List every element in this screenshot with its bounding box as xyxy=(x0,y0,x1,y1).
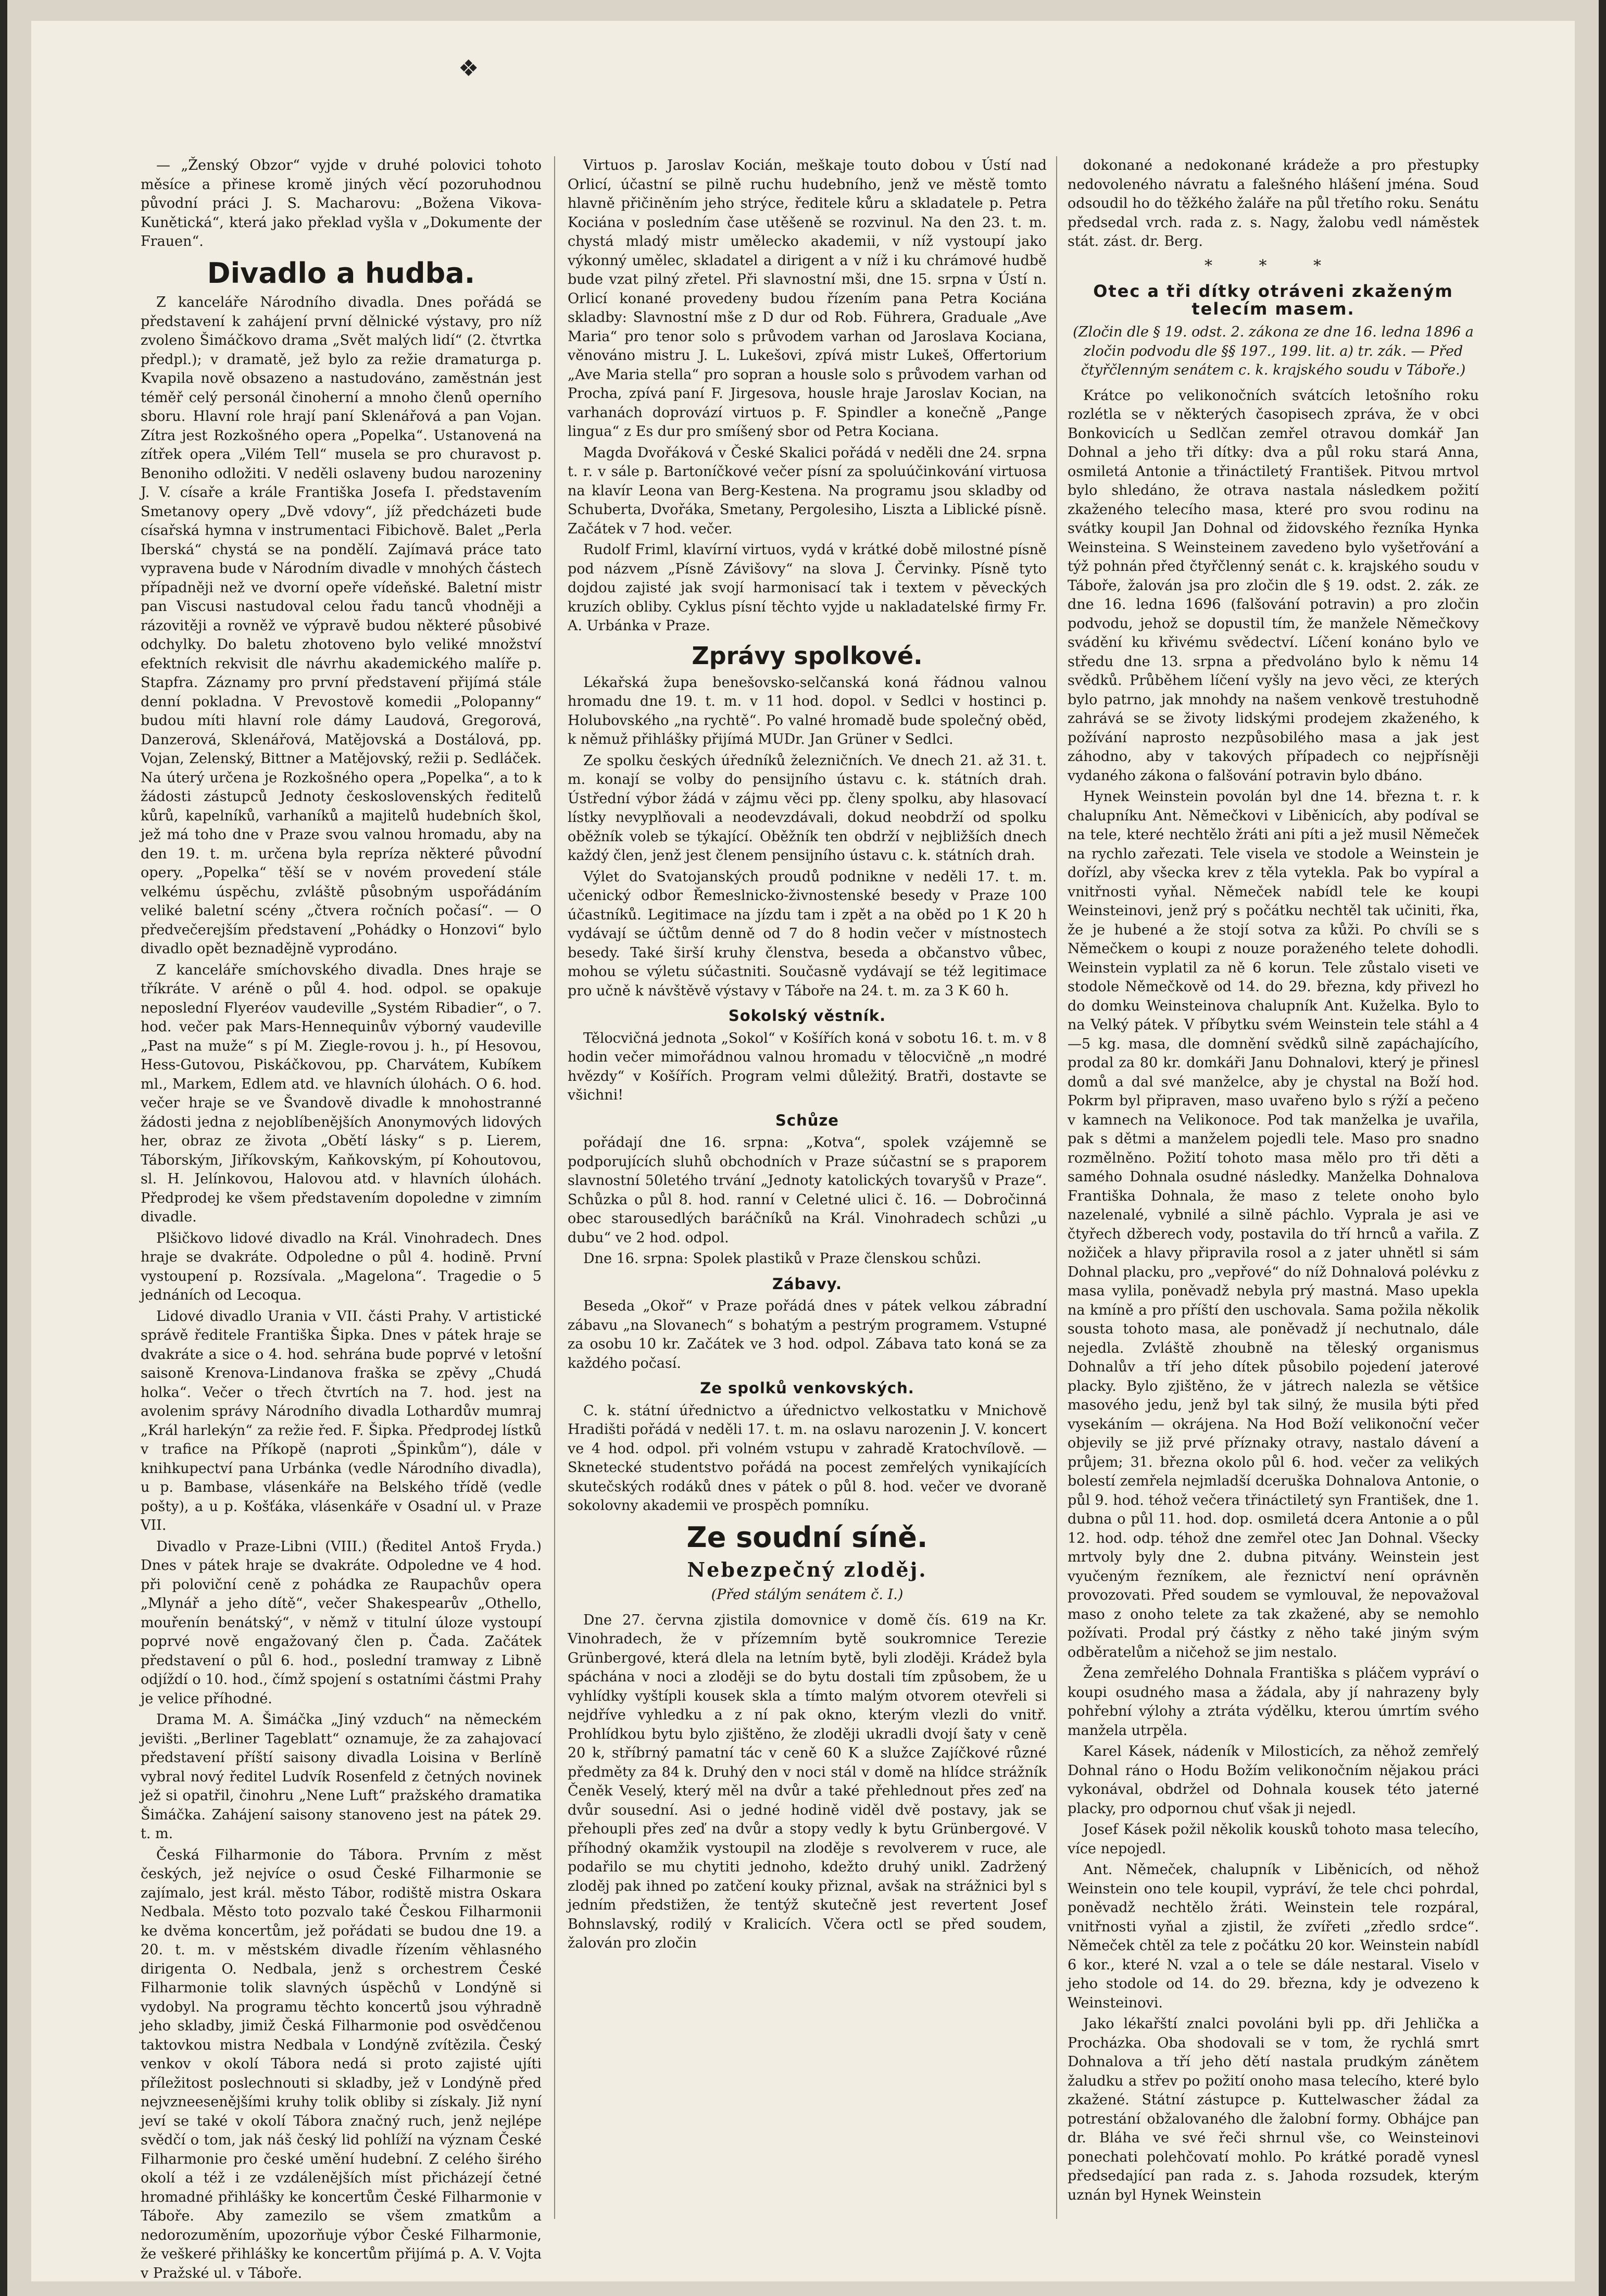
section-heading-divadlo: Divadlo a hudba. xyxy=(207,256,475,290)
article-otrava-zena: Žena zemřelého Dohnala Františka s pláčem vypráví o koupi osudného masa a žádala, aby jí nahrazeny byly pohřební výlohy a ztráta výdělku, kterou úmrtím svého manžela utrpěla. xyxy=(1068,1665,1479,1739)
court-note: (Před stálým senátem č. I.) xyxy=(711,1587,904,1603)
article-dvorakova: Magda Dvořáková v České Skalici pořádá v neděli dne 24. srpna t. r. v sále p. Bartoníčkové večer písní za spoluúčinkování virtuosa na klavír Leona van Berg-Kestena. Na programu jsou skladby od Schuberta, Dvořáka, Smetany, Pergolesiho, Liszta a Liblické písně. Začátek v 7 hod. večer. xyxy=(568,444,1047,537)
page-mark-symbol: ❖ xyxy=(458,55,479,82)
article-otrava-nemecek: Ant. Němeček, chalupník v Liběnicích, od něhož Weinstein ono tele koupil, vypráví, že tele chci pohrdal, poněvadž nechtělo žráti. Weinstein tele rozpáral, vnitřnosti vyňal a zjistil, že zvířeti „zředlo srdce“. Němeček chtěl za tele z počátku 20 kor. Weinstein nabídl 6 kor., které N. vzal a o tele se dále nestaral. Viselo v jeho stodole od 14. do 29. března, kdy je odvezeno k Weinsteinovi. xyxy=(1068,1862,1479,2011)
article-friml: Rudolf Friml, klavírní virtuos, vydá v krátké době milostné písně pod názvem „Písně Závišovy“ na slova J. Červinky. Písně tyto dojdou zajisté jak svojí harmonisací tak i textem v pěveckých kruzích obliby. Cyklus písní těchto vyjde u nakladatelské firmy Fr. A. Urbánka v Praze. xyxy=(568,542,1047,634)
article-jiny-vzduch: Drama M. A. Šimáčka „Jiný vzduch“ na německém jevišti. „Berliner Tageblatt“ oznamuje, že za zahajovací představení příští saisony divadla Loisina v Berlíně vybral nový ředitel Ludvík Rosenfeld z četných novinek jež si opatřil, činohru „Nene Luft“ pražského dramatika Šimáčka. Zahájení saisony stanoveno jest na pátek 29. t. m. xyxy=(141,1712,542,1842)
section-heading-schuze: Schůze xyxy=(775,1111,839,1129)
scan-edge-right xyxy=(1599,0,1606,2296)
article-schuze: pořádají dne 16. srpna: „Kotva“, spolek vzájemně se podporujících sluhů obchodních v Praze súčastní se s praporem slavnostní 50letého trvání „Jednoty katolických tovaryšů v Praze“. Schůzka o půl 8. hod. ranní v Celetné ulici č. 16. — Dobročinná obec starousedlých baráčníků na Král. Vinohradech schůzi „u dubu“ ve 2 hod. odpol. xyxy=(568,1134,1047,1246)
article-zeleznicni-urednici: Ze spolku českých úředníků železničních. Ve dnech 21. až 31. t. m. konají se volby do pensijního ústavu c. k. státních drah. Ústřední výbor žádá v zájmu věci pp. členy spolku, aby hlasovací lístky nevyplňovali a neodevzdávali, dokud neobdrží od spolku oběžník voleb se týkající. Oběžník ten obdrží v nejbližších dnech každý člen, jenž jest členem pensijního ústavu c. k. státních drah. xyxy=(568,752,1047,864)
article-title-nebezpecny-zlodej: Nebezpečný zloděj. xyxy=(687,1558,927,1582)
article-otrava-josef-kasek: Josef Kásek požil několik kousků tohoto masa telecího, více nepojedl. xyxy=(1068,1821,1479,1857)
article-title-otec-a-tri-ditky: Otec a tři dítky otráveni zkaženým telecím masem. xyxy=(1093,281,1453,319)
article-sokol-kosire: Tělocvičná jednota „Sokol“ v Košířích koná v sobotu 16. t. m. v 8 hodin večer mimořádnou valnou hromadu v tělocvičně „n modré hvězdy“ v Košířích. Program velmi důležitý. Bratři, dostavte se všichni! xyxy=(568,1030,1047,1104)
separator-stars: * * * xyxy=(1204,256,1342,275)
article-smichovske-divadlo: Z kanceláře smíchovského divadla. Dnes hraje se tříkráte. V aréně o půl 4. hod. odpol. se opakuje neposlední Flyeréov vaudeville „Systém Ribadier“, o 7. hod. večer pak Mars-Hennequinův výborný vaudeville „Past na muže“ s pí M. Ziegle-rovou j. h., pí Hesovou, Hess-Gutovou, Piskáčkovou, pp. Charvátem, Kubíkem ml., Markem, Edlem atd. ve hlavních úlohách. O 6. hod. večer hraje se ve Švandově divadle k mnohostranné žádosti jedna z nejoblíbenějších Anonymových lidových her, obraz ze života „Obětí lásky“ s p. Lierem, Táborským, Jiříkovským, Kaňkovským, pí Kohoutovou, sl. H. Jelínkovou, Halovou atd. v hlavních úlohách. Předprodej ke všem představením dopoledne v zimním divadle. xyxy=(141,962,542,1226)
section-heading-sokolsky-vestnik: Sokolský věstník. xyxy=(728,1007,886,1025)
article-urania: Lidové divadlo Urania v VII. části Prahy. V artistické správě ředitele Františka Šipka. Dnes v pátek hraje se dvakráte a sice o 4. hod. sehrána bude poprvé v letošní saisoně Krenova-Lindanova fraška se zpěvy „Chudá holka“. Večer o třech čtvrtích na 7. hod. jest na avolenim správy Národního divadla Lothardův mumraj „Král harlekýn“ za režie řed. F. Šipka. Předprodej lístků v trafice na Příkopě (naproti „Špinkům“), dále v knihkupectví pana Urbánka (vedle Národního divadla), u p. Bambase, vlásenkáře na Belského třídě (vedle pošty), a u p. Košťáka, vlásenkáře v Osadní ul. v Praze VII. xyxy=(141,1308,542,1534)
article-lekarska-zupa: Lékařská župa benešovsko-selčanská koná řádnou valnou hromadu dne 19. t. m. v 11 hod. dopol. v Sedlci v hostinci p. Holubovského „na rychtě“. Po valné hromadě bude společný oběd, k němuž přihlášky přijímá MUDr. Jan Grüner v Sedlci. xyxy=(568,674,1047,748)
article-otrava-weinstein: Hynek Weinstein povolán byl dne 14. března t. r. k chalupníku Ant. Němečkovi v Liběnicích, aby podíval se na tele, které nechtělo žráti ani píti a jež musil Němeček na rychlo zařezati. Tele visela ve stodole a Weinstein je dořízl, aby všecka krev z těla vytekla. Pak bo vypíral a vnitřnosti vyňal. Němeček nabídl tele ke koupi Weinsteinovi, jenž prý s počátku nechtěl tak učiniti, řka, že je hubené a že stojí sotva za kůži. Po chvíli se s Němečkem o koupi z nouze poraženého telete dohodli. Weinstein vyplatil za ně 6 korun. Tele zůstalo viseti ve stodole Němečkově od 14. do 29. března, kdy přivezl ho do domku Weinsteinova chalupník Ant. Kuželka. Bylo to na Velký pátek. V příbytku svém Weinstein tele stáhl a 4—5 kg. masa, dle domnění svědků silně zapáchajícího, prodal za 80 kr. domkáři Janu Dohnalovi, který je přinesl domů a dal své manželce, aby je chystal na Boží hod. Pokrm byl připraven, maso uvařeno bylo s rýží a pečeno v kamnech na Velikonoce. Pod tak manželka je uvařila, pak s dětmi a manželem pojedli tele. Maso pro snadno rozmělněno. Požití tohoto masa mělo pro tři děti a samého Dohnala osudné následky. Manželka Dohnalova Františka Dohnala, že maso z telete onoho bylo nazelenalé, vybnilé a silně páchlo. Vyprala je asi ve čtyřech džberech vody, postavila do tří hrnců a vařila. Z nožiček a hlavy připravila rosol a z jater uhnětl si sám Dohnal placku, pro „vepřové“ do níž Dohnalová polévku z masa vylila, poněvadž nebyla prý mastná. Maso upekla na kmíně a pro příští den uschovala. Sama požila několik sousta tohoto masa, ale poněvadž jí nechutnalo, dále nejedla. Zvláště zhoubně na těleský organismus Dohnalův a tří jeho dítek působilo pojedení jaterové placky. Bylo zjištěno, že v játrech nalezla se většice masového jedu, jenž byl tak silný, že musila býti před vysekáním — okrájena. Na Hod Boží velikonoční večer objevily se již prvé příznaky otravy, nastalo dávení a průjem; 31. března okolo půl 6. hod. večer za velikých bolestí zemřela nejmladší dceruška Dohnalova Antonie, o půl 9. hod. téhož večera třináctiletý syn František, dne 1. dubna o půl 11. hod. dop. osmiletá dcera Antonie a o půl 12. hod. odp. téhož dne zemřel otec Jan Dohnal. Všecky mrtvoly byly dne 2. dubna pitvány. Weinstein jest vyučeným řezníkem, ale řeznictví není oprávněn provozovati. Před soudem se vymlouval, že nepovažoval maso z onoho telete za tak zkažené, aby se nemohlo požívati. Prodal prý částky z něho také jiným svým odběratelům a ničehož se jim nestalo. xyxy=(1068,789,1479,1661)
column-3 xyxy=(1068,156,1479,2240)
article-divadlo-liben: Divadlo v Praze-Libni (VIII.) (Ředitel Antoš Fryda.) Dnes v pátek hraje se dvakráte. Odpoledne ve 4 hod. při poloviční ceně z pohádka ze Raupachův opera „Mlynář a jeho dítě“, večer Shakespearův „Othello, mouřenín benátský“, v němž v titulní úloze vystoupí poprvé nově engažovaný člen p. Čada. Začátek představení o půl 6. hod., poslední tramway z Libně odjíždí o 10. hod., čímž spojení s ostatními částmi Prahy je velice příhodné. xyxy=(141,1538,542,1707)
article-narodni-divadlo: Z kanceláře Národního divadla. Dnes pořádá se představení k zahájení první dělnické výstavy, pro níž zvoleno Šimáčkovo drama „Svět malých lidí“ (2. čtvrtka předpl.); v dramatě, jež bylo za režie dramaturga p. Kvapila nově obsazeno a nastudováno, zaměstnán jest téměř celý personál činoherní a mnoho členů operního sboru. Hlavní role hrají paní Sklenářová a pan Vojan. Zítra jest Rozkošného opera „Popelka“. Ustanovená na zítřek opera „Vilém Tell“ musela se pro churavost p. Benoniho odložiti. V neděli oslaveny budou narozeniny J. V. císaře a krále Františka Josefa I. představením Smetanovy opery „Dvě vdovy“, jíž předcházeti bude císařská hymna v instrumentaci Fibichově. Balet „Perla Iberská“ chystá se na pondělí. Zajímavá práce tato vypravena bude v Národním divadle v mnohých částech případněji než ve dvorní opeře vídeňské. Baletní mistr pan Viscusi nastudoval celou řadu tanců vhodněji a rázovitěji a rovněž ve výpravě budou některé působivé odchylky. Do baletu zhotoveno bylo veliké množství efektních rekvisit dle návrhu akademického malíře p. Stapfra. Záznamy pro první představení přijímá stále denní pokladna. V Prevostově komedii „Polopanny“ budou míti hlavní role dámy Laudová, Gregorová, Danzerová, Sklenářová, Matějovská a Dostálová, pp. Vojan, Zelenský, Bittner a Matějovský, režii p. Sedláček. Na úterý určena je Rozkošného opera „Popelka“, a to k žádosti zástupců Jednoty československých ředitelů kůrů, kapelníků, varhaníků a majitelů hudebních škol, jež má toho dne v Praze svou valnou hromadu, aby na den 19. t. m. určena byla repríza některé původní opery. „Popelka“ těší se v novém provedení stále velkému úspěchu, zvláště působným uspořádáním veliké baletní scény „čtvera ročních počasí“. — O předvečerejším představení „Pohádky o Honzovi“ bylo divadlo opět beznadějně vyprodáno. xyxy=(141,294,542,957)
column-rule xyxy=(1056,156,1057,2219)
column-2 xyxy=(568,156,1047,2240)
article-otrava-kasek: Karel Kásek, nádeník v Milosticích, za něhož zemřelý Dohnal ráno o Hodu Božím velikonočním nějakou práci vykonával, obdržel od Dohnala kousek této jaterné placky, pro odpornou chuť však ji nejedl. xyxy=(1068,1743,1479,1817)
article-filharmonie-tabor: Česká Filharmonie do Tábora. Prvním z měst českých, jež nejvíce o osud České Filharmonie se zajímalo, jest král. město Tábor, rodiště mistra Oskara Nedbala. Město toto pozvalo také Českou Filharmonii ke dvěma koncertům, jež pořádati se budou dne 19. a 20. t. m. v městském divadle řízením věhlasného dirigenta O. Nedbala, jenž s orchestrem České Filharmonie tolik slavných úspěchů v Londýně si vydobyl. Na programu těchto koncertů jsou výhradně jeho skladby, jimiž Česká Filharmonie pod osvědčenou taktovkou mistra Nedbala v Londýně zvítězila. Český venkov v okolí Tábora nedá si proto zajisté ujíti příležitost poslechnouti si skladby, jež v Londýně před nejvzneesenějšími kruhy tolik obliby si získaly. Již nyní jeví se také v okolí Tábora značný ruch, jenž nejlépe svědčí o tom, jak náš český lid pohlíží na význam České Filharmonie pro české umění hudební. Z celého širého okolí a též i ze vzdálenějších míst přicházejí četné hromadné přihlášky ke koncertům České Filharmonie v Táboře. Aby zamezilo se všem zmatkům a nedorozuměním, upozorňuje výbor České Filharmonie, že veškeré přihlášky ke koncertům přijímá p. A. V. Vojta v Pražské ul. v Táboře. xyxy=(141,1846,542,2281)
column-rule xyxy=(554,156,555,2219)
article-zensky-obzor: — „Ženský Obzor“ vyjde v druhé polovici tohoto měsíce a přinese kromě jiných věcí pozoruhodnou původní práci J. S. Macharovu: „Božena Vikova-Kunětická“, která jako překlad vyšla v „Dokumente der Frauen“. xyxy=(141,157,542,249)
article-otrava-intro: Krátce po velikonočních svátcích letošního roku rozlétla se v některých časopisech zpráva, že v obci Bonkovicích u Sedlčan zemřel otravou domkář Jan Dohnal a jeho tři dítky: dva a půl roku stará Anna, osmiletá Antonie a třináctiletý František. Pitvou mrtvol bylo shledáno, že otrava nastala následkem požití zkaženého telecího masa, které pro svou rodinu na svátky koupil Jan Dohnal od židovského řezníka Hynka Weinsteina. S Weinsteinem zavedeno bylo vyšetřování a týž pohnán před čtyřčlenný senát c. k. krajského soudu v Táboře, žalován jsa pro zločin dle § 19. odst. 2. zák. ze dne 16. ledna 1696 (falšování potravin) a pro zločin podvodu, jehož se dopustil tím, že manžele Němečkovy svádění ku křivému svědectví. Líčení konáno bylo ve středu dne 13. srpna a předvoláno bylo k němu 14 svědků. Průběhem líčení vyšly na jevo věci, ze kterých bylo patrno, jak mnohdy na našem venkově trestuhodně zahrává se se životy lidskými prodejem zkaženého, k požívání naprosto nezpůsobilého masa a jak jest záhodno, aby v takových případech co nejpřísněji vydaného zákona o falšování potravin bylo dbáno. xyxy=(1068,387,1479,784)
column-1 xyxy=(141,156,542,2281)
article-vylet: Výlet do Svatojanských proudů podnikne v neděli 17. t. m. učenický odbor Řemeslnicko-živnostenské besedy v Praze 100 účastníků. Legitimace na jízdu tam i zpět a na oběd po 1 K 20 h vydávají se účtům denně od 7 do 8 hodin večer v místnostech besedy. Také širší kruhy členstva, beseda a občanstvo vůbec, mohou se výletu súčastniti. Současně vydávají se též legitimace pro učně k návštěvě výstavy v Táboře na 24. t. m. za 3 K 60 h. xyxy=(568,868,1047,999)
article-plsickovo-divadlo: Plšičkovo lidové divadlo na Král. Vinohradech. Dnes hraje se dvakráte. Odpoledne o půl 4. hodině. První vystoupení p. Rozsívala. „Magelona“. Tragedie o 5 jednáních od Lecoqua. xyxy=(141,1230,542,1304)
scan-edge-left xyxy=(0,0,7,2296)
article-mnichovo-hradiste: C. k. státní úřednictvo a úřednictvo velkostatku v Mnichově Hradišti pořádá v neděli 17. t. m. na oslavu narozenin J. V. koncert ve 4 hod. odpol. při volném vstupu v zahradě Kratochvílově. — Sknetecké studentstvo pořádá na pocest zemřelých vynikajících skutečských rodáků dnes v pátek o půl 8. hod. večer ve dvoraně sokolovny akademii ve prospěch pomníku. xyxy=(568,1402,1047,1514)
section-heading-zabavy: Zábavy. xyxy=(772,1275,843,1293)
court-note: (Zločin dle § 19. odst. 2. zákona ze dne 16. ledna 1896 a zločin podvodu dle §§ 197., 199. lit. a) tr. zák. — Před čtyřčlenným senátem c. k. krajského soudu v Táboře.) xyxy=(1073,324,1474,379)
article-spolek-plastiku: Dne 16. srpna: Spolek plastiků v Praze členskou schůzi. xyxy=(583,1251,982,1267)
section-heading-soudni-sin: Ze soudní síně. xyxy=(686,1520,928,1554)
article-kocian: Virtuos p. Jaroslav Kocián, meškaje touto dobou v Ústí nad Orlicí, účastní se pilně ruchu hudebního, jenž ve městě tomto hlavně přičiněním jeho strýce, ředitele kůru a skladatele p. Petra Kociána v posledním čase utěšeně se rozvinul. Na den 23. t. m. chystá mladý mistr umělecko akademii, v níž vystoupí jako výkonný umělec, skladatel a dirigent a v níž i ku chrámové hudbě bude vzat pilný zřetel. Při slavnostní mši, dne 15. srpna v Ústí n. Orlicí konané provedeny budou řízením pana Petra Kociána skladby: Slavnostní mše z D dur od Rob. Führera, Graduale „Ave Maria“ pro tenor solo s průvodem varhan od Jaroslava Kociana, věnováno mistru J. L. Lukešovi, zpívá mistr Lukeš, Offertorium „Ave Maria stella“ pro sopran a housle solo s průvodem varhan od Procha, zpívá paní F. Jirgesova, housle hraje Jaroslav Kocian, na varhanách doprovází virtuos p. F. Spindler a konečně „Pange lingua“ z Es dur pro smíšený sbor od Petra Kociana. xyxy=(568,157,1047,440)
article-beseda-okor: Beseda „Okoř“ v Praze pořádá dnes v pátek velkou zábradní zábavu „na Slovanech“ s bohatým a pestrým programem. Vstupné za osobu 10 kr. Začátek ve 3 hod. odpol. Zábava tato koná se za každého počasí. xyxy=(568,1298,1047,1371)
section-heading-venkovske-spolky: Ze spolků venkovských. xyxy=(700,1379,914,1397)
section-heading-zpravy-spolkove: Zprávy spolkové. xyxy=(692,641,923,670)
article-zlodej: Dne 27. června zjistila domovnice v domě čís. 619 na Kr. Vinohradech, že v přízemním bytě soukromnice Terezie Grünbergové, která dlela na letním bytě, byli zloději. Krádež byla spáchána v noci a zloději se do bytu dostali tím způsobem, že u vyhlídky vyštípli kousek skla a tímto malým otvorem otevřeli si nejdříve vyhledku a z ní pak okno, kterým vlezli do vnitř. Prohlídkou bytu bylo zjištěno, že zloději ukradli dvojí šaty v ceně 20 k, stříbrný pamatní tác v ceně 60 K a služce Zajíčkové různé předměty za 84 k. Druhý den v noci stál v domě na hlídce strážník Čeněk Veselý, který měl na dvůr a také přehlednout přes zeď na dvůr sousední. Asi o jedné hodině viděl dvě postavy, jak se přehoupli přes zeď na dvůr a stopy vedly k bytu Grünbergové. V příhodný okamžik vystoupil na zloděje s revolverem v ruce, ale podařilo se mu chytiti jednoho, kdežto druhý unikl. Zadržený zloděj pak ihned po zatčení kouky přiznal, avšak na strážnici byl s jedním předstižen, že tentýž skutečně jest revertent Josef Bohnslavský, rodilý v Kralicích. Včera octl se před soudem, žalován pro zločin xyxy=(568,1612,1047,1952)
article-zlodej-continued: dokonané a nedokonané krádeže a pro přestupky nedovoleného návratu a falešného hlášení jména. Soud odsoudil ho do těžkého žaláře na půl třetího roku. Senátu předsedal vrch. rada z. s. Nagy, žalobu vedl náměstek stát. zást. dr. Berg. xyxy=(1068,157,1479,249)
article-otrava-znalci: Jako lékařští znalci povoláni byli pp. dři Jehlička a Procházka. Oba shodovali se v tom, že rychlá smrt Dohnalova a tří jeho dětí nastala prudkým zánětem žaludku a střev po požití onoho masa telecího, které bylo zkažené. Státní zástupce p. Kuttelwascher žádal za potrestání obžalovaného dle žalobní formy. Obhájce pan dr. Bláha ve své řeči shrnul vše, co Weinsteinovi ponechati polehčovatí mohlo. Po krátké poradě vynesl předsedající pan rada z. s. Jahoda rozsudek, kterým uznán byl Hynek Weinstein xyxy=(1068,2016,1479,2203)
